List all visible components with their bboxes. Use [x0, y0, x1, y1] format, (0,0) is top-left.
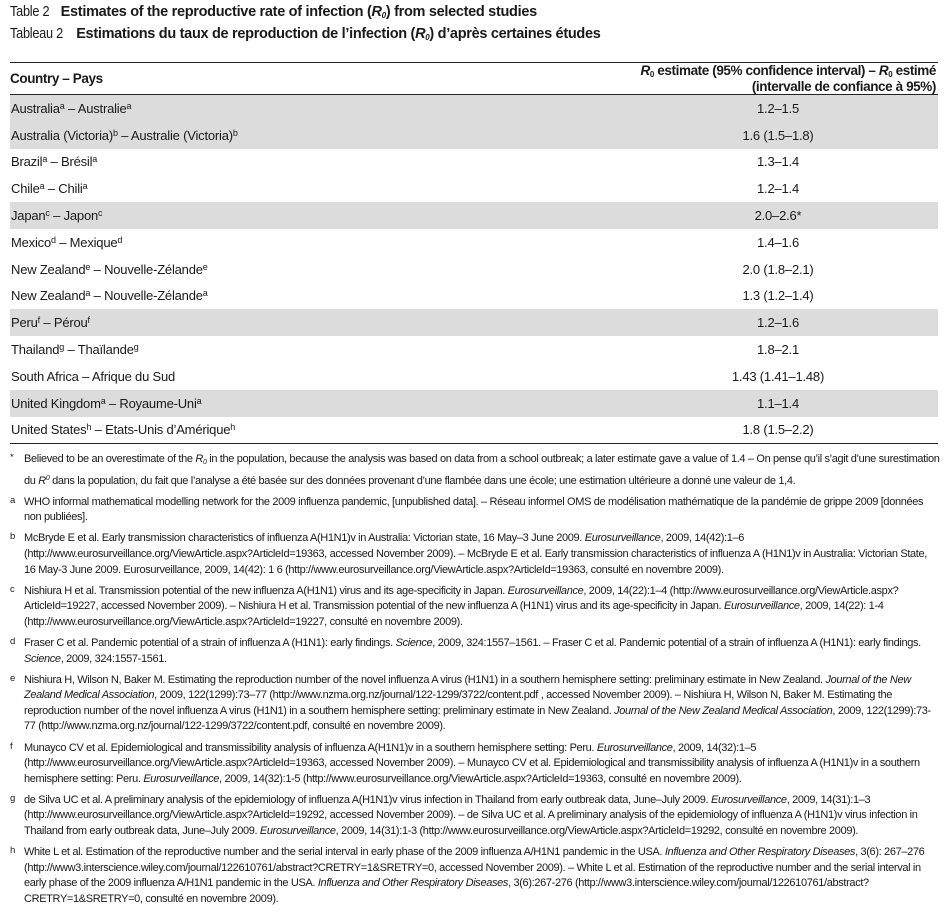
r0-estimate-cell: 1.8–2.1: [578, 336, 938, 363]
footnote: [10, 741, 940, 788]
journal-title: Eurosurveillance: [507, 584, 584, 597]
footnote-text: , 2009, 14(22):1–4 (http://www.eurosurveillance.org/ViewArticle.aspx?ArticleId=19227, accessed November 2009). – Nishiura H et al. Transmission potential of the new influenza A (H1N1) virus and its age-specificity in Japan.: [24, 584, 899, 613]
footnote-text: Munayco CV et al. Epidemiological and transmissibility analysis of influenza A(H1N1)v in a southern hemisphere setting: Peru.: [24, 741, 597, 754]
table-row: [10, 229, 938, 256]
footnote-mark: g: [10, 792, 15, 804]
country-fr: Australie: [77, 100, 127, 116]
country-fr: Nouvelle-Zélande: [104, 261, 203, 277]
footnote-ref: d: [117, 234, 123, 245]
footnote-text: , 2009, 14(42):1–6 (http://www.eurosurveillance.org/ViewArticle.aspx?ArticleId=19363, accessed November 2009). – McBryde E et al. Early transmission characteristics of influenza A (H1N1)v in Australia: Victorian State, 16 May-3 June 2009. Eurosurveillance, 2009, 14(42): 1 6 (http://www.eurosurveillance.org/ViewArticle.aspx?ArticleId=19363, consulté en novembre 2009).: [24, 532, 927, 576]
footnote-ref: c: [45, 208, 50, 219]
footnote-mark: f: [10, 740, 13, 752]
footnote-text: Nishiura H et al. Transmission potential of the new influenza A(H1N1) virus and its age-specificity in Japan.: [24, 584, 508, 597]
title-en-text: Estimates of the reproductive rate of infection (: [60, 4, 372, 20]
country-cell: [10, 309, 578, 336]
footnote-text: , 2009, 14(31):1-3 (http://www.eurosurveillance.org/ViewArticle.aspx?ArticleId=19292, consulté en novembre 2009).: [335, 824, 859, 837]
country-fr: Pérou: [53, 315, 88, 331]
column-header-country: Country – Pays: [10, 63, 578, 95]
footnote: [10, 452, 940, 489]
r0-estimate-cell: 1.2–1.5: [578, 95, 938, 122]
footnote-text: , 2009, 324:1557-1561.: [60, 652, 167, 665]
table-row: [10, 202, 938, 229]
country-en: South Africa: [11, 368, 79, 384]
footnote-ref: g: [59, 342, 65, 353]
footnote-ref: f: [37, 315, 40, 326]
separator: –: [47, 154, 61, 170]
footnote-ref: f: [87, 315, 90, 326]
footnote: [10, 531, 940, 578]
footnote-ref: e: [85, 261, 91, 272]
footnote-mark: *: [10, 452, 14, 463]
separator: –: [117, 127, 131, 143]
footnote-ref: h: [86, 422, 92, 433]
journal-title: Influenza and Other Respiratory Diseases: [317, 877, 509, 890]
header-row: [10, 63, 938, 95]
footnote-ref: a: [196, 395, 202, 406]
table-caption: [10, 3, 940, 47]
table-body: [10, 95, 938, 444]
country-en: Chile: [11, 181, 40, 197]
separator: –: [44, 181, 59, 197]
table-label-fr: Tableau 2: [10, 26, 63, 42]
country-en: Brazil: [11, 154, 43, 170]
country-cell: [10, 417, 578, 444]
footnote-mark: b: [10, 531, 15, 543]
r0-symbol: R: [415, 26, 426, 42]
footnote: [10, 495, 940, 526]
footnote-mark: e: [10, 672, 15, 684]
footnote-ref: g: [133, 342, 139, 353]
r0-symbol: R: [640, 63, 650, 78]
footnote-text: dans la population, du fait que l’analyse a été basée sur des données provenant d’une flambée dans une école; une estimation ultérieure a donné une valeur de 1,4.: [49, 474, 796, 487]
footnote-text: , 2009, 14(32):1-5 (http://www.eurosurveillance.org/ViewArticle.aspx?ArticleId=19363, consulté en novembre 2009).: [219, 772, 742, 785]
footnote-ref: a: [82, 181, 88, 192]
separator: –: [64, 342, 78, 358]
country-cell: [10, 175, 578, 202]
footnote-ref: d: [50, 234, 56, 245]
table-row: [10, 363, 938, 390]
r0-estimate-cell: 1.1–1.4: [578, 390, 938, 417]
country-cell: [10, 149, 578, 176]
r0-estimate-cell: 1.2–1.4: [578, 175, 938, 202]
country-cell: [10, 95, 578, 122]
country-en: Mexico: [11, 234, 51, 250]
footnote-text: de Silva UC et al. A preliminary analysis of the epidemiology of influenza A(H1N1)v virus infection in Thailand from early outbreak data, June–July 2009.: [24, 793, 711, 806]
footnote-mark: d: [10, 635, 15, 647]
table-row: [10, 390, 938, 417]
footnote-text: Nishiura H, Wilson N, Baker M. Estimating the reproduction number of the novel influenza A virus (H1N1) in a southern hemisphere setting: preliminary estimate in New Zealand.: [24, 673, 826, 686]
country-fr: Nouvelle-Zélande: [104, 288, 203, 304]
footnote-text: Fraser C et al. Pandemic potential of a strain of influenza A (H1N1): early findings.: [24, 636, 396, 649]
r0-estimate-cell: 1.4–1.6: [578, 229, 938, 256]
footnote-text: , 2009, 122(1299):73–77 (http://www.nzma.org.nz/journal/122-1299/3722/content.pdf , accessed November 2009). – Nishiura H, Wilson N, Baker M. Estimating the reproduction number of the novel influenza A virus (H1N1) in a southern hemisphere setting: preliminary estimate in New Zealand.: [24, 689, 892, 717]
country-fr: Thaïlande: [77, 342, 134, 358]
title-fr-text: Estimations du taux de reproduction de l’infection (: [76, 26, 416, 42]
footnote-text: , 2009, 122(1299):73-77 (http://www.nzma.org.nz/journal/122-1299/3722/content.pdf, consulté en novembre 2009).: [24, 704, 931, 733]
r0-symbol: [195, 453, 206, 465]
country-cell: [10, 229, 578, 256]
journal-title: Science: [24, 652, 61, 665]
r0-estimate-cell: 2.0 (1.8–2.1): [578, 256, 938, 283]
r0-subscript: 0: [381, 11, 386, 20]
journal-title: Eurosurveillance: [723, 600, 800, 613]
country-fr: Japon: [63, 208, 99, 224]
column-header-estimate: [578, 63, 938, 95]
footnote-text: , 2009, 14(32):1–5 (http://www.eurosurveillance.org/ViewArticle.aspx?ArticleId=19363, accessed November 2009). – Munayco CV et al. Epidemiological and transmissibility analysis of influenza A (H1N1)v in a southern hemisphere setting: Peru.: [24, 741, 920, 785]
footnote-text: , 3(6):267-276 (http://www3.interscience.wiley.com/journal/122610761/abstract?CRETRY=1&SRETRY=0, consulté en novembre 2009).: [24, 877, 869, 905]
country-en: Australia: [11, 100, 60, 116]
footnote-ref: a: [92, 154, 98, 165]
r0-subscript: 0: [888, 70, 893, 79]
country-fr: Mexique: [69, 234, 118, 250]
country-en: New Zealand: [11, 288, 86, 304]
country-en: New Zealand: [11, 261, 86, 277]
footnote-ref: b: [232, 127, 238, 138]
title-english: [10, 3, 940, 25]
country-cell: [10, 256, 578, 283]
footnote-text: McBryde E et al. Early transmission characteristics of influenza A(H1N1)v in Australia: Victorian state, 16 May–3 June 2009.: [24, 532, 585, 545]
footnote: [10, 584, 940, 631]
title-en-text-end: ) from selected studies: [385, 4, 537, 20]
r0-estimate-cell: 1.8 (1.5–2.2): [578, 417, 938, 444]
separator: –: [78, 368, 92, 384]
table-row: [10, 149, 938, 176]
footnote-text: White L et al. Estimation of the reproductive number and the serial interval in early phase of the 2009 influenza A/H1N1 pandemic in the USA.: [24, 846, 665, 859]
separator: –: [55, 234, 70, 250]
r0-index: 0: [45, 474, 50, 482]
table-row: [10, 122, 938, 149]
country-en: Peru: [11, 315, 38, 331]
r0-estimate-cell: 1.3 (1.2–1.4): [578, 283, 938, 310]
footnote-mark: a: [10, 494, 15, 506]
r0-symbol: R: [878, 63, 889, 78]
separator: –: [105, 395, 120, 411]
footnote-text: , 3(6): 267–276 (http://www3.interscience.wiley.com/journal/122610761/abstract?CRETRY=1&SRETRY=0, accessed November 2009). – White L et al. Estimation of the reproductive number and the serial interval in early phase of the 2009 influenza A/H1N1 pandemic in the USA.: [24, 846, 925, 890]
title-fr-text-end: ) d’après certaines études: [429, 26, 601, 42]
separator: –: [49, 208, 64, 224]
separator: –: [64, 100, 78, 116]
journal-title: Eurosurveillance: [143, 772, 220, 785]
r0-subscript: 0: [425, 33, 430, 42]
r0-symbol: R: [371, 4, 382, 20]
table-row: [10, 175, 938, 202]
table-row: [10, 336, 938, 363]
footnote: [10, 673, 940, 735]
country-en: United Kingdom: [11, 395, 101, 411]
footnote-ref: a: [85, 288, 91, 299]
title-french: [10, 25, 940, 47]
r0-letter: R: [38, 474, 46, 487]
r0-subscript: 0: [649, 70, 654, 79]
header-estimate-fr: estimé (intervalle de confiance à 95%): [751, 63, 936, 94]
country-fr: Afrique du Sud: [91, 368, 176, 384]
journal-title: Eurosurveillance: [596, 741, 673, 754]
footnote-ref: a: [59, 100, 65, 111]
journal-title: Journal of the New Zealand Medical Association: [614, 704, 833, 717]
r0-index: 0: [202, 459, 207, 466]
footnote-ref: a: [100, 395, 106, 406]
footnote-mark: c: [10, 583, 15, 595]
country-fr: Chili: [58, 181, 83, 197]
country-cell: [10, 363, 578, 390]
footnote-ref: a: [126, 100, 132, 111]
journal-title: Eurosurveillance: [584, 532, 661, 545]
country-en: Australia (Victoria): [11, 127, 113, 143]
footnote-text: , 2009, 324:1557–1561. – Fraser C et al. Pandemic potential of a strain of influenza A (H1N1): early findings.: [432, 636, 921, 649]
country-cell: [10, 336, 578, 363]
table-row: [10, 256, 938, 283]
r0-estimate-cell: 1.6 (1.5–1.8): [578, 122, 938, 149]
footnote: [10, 636, 940, 667]
r0-letter: R: [195, 453, 203, 465]
journal-title: Eurosurveillance: [259, 824, 336, 837]
footnote: [10, 793, 940, 840]
separator: –: [91, 422, 106, 438]
footnote-ref: h: [230, 422, 236, 433]
separator: –: [39, 315, 54, 331]
country-cell: [10, 283, 578, 310]
country-fr: Royaume-Uni: [119, 395, 197, 411]
r0-estimates-table: [10, 62, 938, 444]
r0-estimate-cell: 1.2–1.6: [578, 309, 938, 336]
footnote-mark: h: [10, 845, 15, 857]
country-fr: Brésil: [60, 154, 93, 170]
table-row: [10, 95, 938, 122]
footnote-text: in the population, because the analysis was based on data from a school outbreak; a later estimate gave a value of 1.4 – On pense qu’il s’agit d’une surestimation du: [24, 453, 940, 487]
r0-estimate-cell: 1.43 (1.41–1.48): [578, 363, 938, 390]
journal-title: Science: [395, 636, 433, 649]
footnote-text: , 2009, 14(22): 1-4 (http://www.eurosurveillance.org/ViewArticle.aspx?ArticleId=19227, consulté en novembre 2009).: [24, 600, 884, 628]
separator: –: [90, 288, 105, 304]
country-cell: [10, 390, 578, 417]
r0-estimate-cell: 1.3–1.4: [578, 149, 938, 176]
country-cell: [10, 122, 578, 149]
footnote-ref: b: [112, 127, 118, 138]
footnotes: [10, 452, 940, 913]
table-row: [10, 417, 938, 444]
footnote-ref: a: [42, 154, 48, 165]
footnote-text: , 2009, 14(31):1–3 (http://www.eurosurveillance.org/ViewArticle.aspx?ArticleId=19292, accessed November 2009). – de Silva UC et al. A preliminary analysis of the epidemiology of influenza A (H1N1)v virus infection in Thailand from early outbreak data, June–July 2009.: [24, 793, 918, 837]
country-en: United States: [11, 422, 87, 438]
country-cell: [10, 202, 578, 229]
table-row: [10, 283, 938, 310]
footnote-ref: a: [202, 288, 208, 299]
country-fr: Australie (Victoria): [130, 127, 233, 143]
footnote-ref: a: [39, 181, 45, 192]
table-label-en: Table 2: [10, 4, 50, 20]
footnote-text: Believed to be an overestimate of the: [24, 453, 196, 465]
journal-title: Eurosurveillance: [710, 793, 787, 806]
country-en: Japan: [11, 208, 46, 224]
journal-title: Influenza and Other Respiratory Diseases: [664, 846, 856, 859]
separator: –: [90, 261, 105, 277]
r0-symbol: [38, 475, 49, 487]
r0-estimate-cell: 2.0–2.6*: [578, 202, 938, 229]
footnote-ref: c: [98, 208, 103, 219]
footnote-text: WHO informal mathematical modelling network for the 2009 influenza pandemic, [unpublished data]. – Réseau informel OMS de modélisation mathématique de la pandémie de grippe 2009 [données non publiées].: [24, 495, 924, 524]
journal-title: Journal of the New Zealand Medical Association: [24, 673, 911, 702]
footnote-ref: e: [202, 261, 208, 272]
header-estimate-en: estimate (95% confidence interval) –: [657, 63, 876, 78]
table-row: [10, 309, 938, 336]
footnote: [10, 845, 940, 907]
country-fr: Etats-Unis d’Amérique: [105, 422, 231, 438]
country-en: Thailand: [11, 342, 60, 358]
